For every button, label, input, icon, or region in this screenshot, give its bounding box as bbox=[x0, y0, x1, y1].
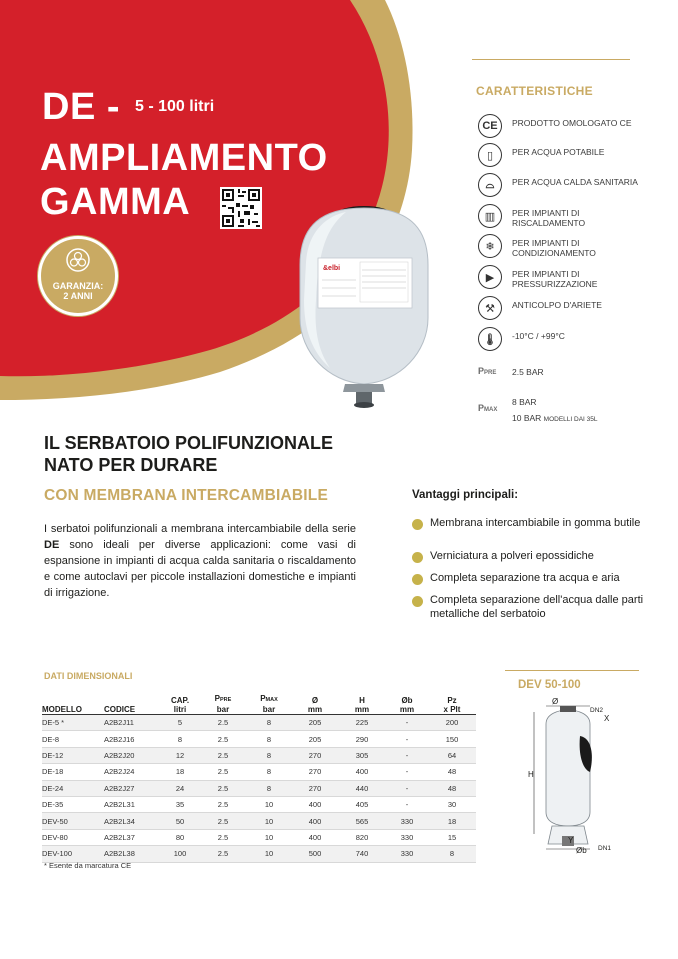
header-pmax bbox=[246, 686, 292, 715]
table-cell: 270 bbox=[292, 764, 338, 780]
diagram-label-diameter: Ø bbox=[552, 697, 559, 706]
table-cell: 150 bbox=[428, 731, 476, 747]
warranty-text bbox=[41, 281, 115, 301]
header-pmax-p: P bbox=[260, 694, 266, 703]
table-row bbox=[42, 796, 476, 812]
intro-text-a: I serbatoi polifunzionali a membrana intercambiabile della serie bbox=[44, 523, 356, 535]
table-cell: A2B2J11 bbox=[104, 715, 160, 731]
header-model-l2: MODELLO bbox=[42, 705, 82, 714]
table-cell: A2B2J24 bbox=[104, 764, 160, 780]
table-cell: DEV-80 bbox=[42, 829, 104, 845]
header-height-l1: H bbox=[359, 696, 365, 705]
header-pallet bbox=[428, 686, 476, 715]
header-ppre-p: P bbox=[214, 694, 221, 703]
table-cell: 48 bbox=[428, 780, 476, 796]
table-cell: 330 bbox=[386, 846, 428, 862]
header-base-l1: Øb bbox=[401, 696, 413, 705]
header-diameter-l2: mm bbox=[307, 705, 323, 714]
table-cell: 565 bbox=[338, 813, 386, 829]
qr-code-icon bbox=[220, 187, 262, 229]
table-cell: 2.5 bbox=[200, 813, 246, 829]
table-cell: - bbox=[386, 731, 428, 747]
header-diameter bbox=[292, 686, 338, 715]
header-base-l2: mm bbox=[399, 705, 415, 714]
warranty-badge bbox=[38, 236, 118, 316]
header-ppre bbox=[200, 686, 246, 715]
table-cell: 2.5 bbox=[200, 780, 246, 796]
table-cell: 10 bbox=[246, 846, 292, 862]
table-cell: 2.5 bbox=[200, 846, 246, 862]
header-pmax-l2: bar bbox=[262, 705, 276, 714]
header-code bbox=[104, 686, 160, 715]
diagram-label-h: H bbox=[528, 770, 534, 779]
feature-text: PER IMPIANTI DI RISCALDAMENTO bbox=[512, 208, 586, 228]
header-pmax-sub: MAX bbox=[265, 697, 278, 703]
table-cell: 270 bbox=[292, 747, 338, 763]
hero-range: 5 - 100 litri bbox=[135, 98, 215, 115]
warranty-line1: GARANZIA: bbox=[52, 281, 104, 291]
table-row bbox=[42, 747, 476, 763]
svg-text:&elbi: &elbi bbox=[323, 265, 341, 272]
ppre-label bbox=[478, 366, 496, 376]
table-cell: 400 bbox=[292, 813, 338, 829]
advantage-text: Completa separazione tra acqua e aria bbox=[430, 572, 620, 584]
table-cell: 8 bbox=[246, 780, 292, 796]
header-pmax-l1 bbox=[246, 694, 292, 705]
diagram-label-base: Øb bbox=[576, 846, 587, 855]
pmax-value2: 10 BAR bbox=[512, 413, 542, 423]
table-cell: 10 bbox=[246, 813, 292, 829]
table-row bbox=[42, 731, 476, 747]
table-cell: - bbox=[386, 747, 428, 763]
table-cell: DE-18 bbox=[42, 764, 104, 780]
hero-title bbox=[40, 136, 328, 224]
pmax-label-sub: MAX bbox=[484, 407, 498, 413]
section-subheading: CON MEMBRANA INTERCAMBIABILE bbox=[44, 487, 329, 504]
snowflake-icon: ❄ bbox=[478, 234, 502, 258]
advantage-text: Verniciatura a polveri epossidiche bbox=[430, 550, 594, 562]
header-capacity bbox=[160, 686, 200, 715]
hero-title-line3: GAMMA bbox=[40, 181, 191, 223]
header-pallet-l2: x Plt bbox=[443, 705, 461, 714]
table-cell: - bbox=[386, 764, 428, 780]
table-cell: 8 bbox=[246, 747, 292, 763]
feature-text: PER IMPIANTI DI CONDIZIONAMENTO bbox=[512, 238, 596, 258]
table-cell: 30 bbox=[428, 796, 476, 812]
advantages-title: Vantaggi principali: bbox=[412, 489, 519, 501]
table-cell: 225 bbox=[338, 715, 386, 731]
table-cell: DE-12 bbox=[42, 747, 104, 763]
radiator-icon: ▥ bbox=[478, 204, 502, 228]
table-cell: A2B2J20 bbox=[104, 747, 160, 763]
table-cell: 64 bbox=[428, 747, 476, 763]
table-row bbox=[42, 813, 476, 829]
header-base bbox=[386, 686, 428, 715]
pmax-value: 8 BAR bbox=[512, 397, 537, 407]
shower-icon: ⌓ bbox=[478, 173, 502, 197]
table-cell: 10 bbox=[246, 796, 292, 812]
header-ppre-l2: bar bbox=[216, 705, 230, 714]
pump-icon: ▶ bbox=[478, 265, 502, 289]
table-cell: 400 bbox=[292, 829, 338, 845]
table-title: DATI DIMENSIONALI bbox=[44, 671, 133, 681]
table-cell: 50 bbox=[160, 813, 200, 829]
heading-line2: NATO PER DURARE bbox=[44, 455, 218, 475]
advantage-text: Completa separazione dell'acqua dalle parti metalliche del serbatoio bbox=[430, 594, 644, 620]
bullet-dot-icon bbox=[412, 596, 423, 607]
table-cell: 205 bbox=[292, 715, 338, 731]
table-header-row bbox=[42, 686, 476, 715]
bullet-dot-icon bbox=[412, 574, 423, 585]
hero-title-prefix: DE - bbox=[42, 86, 120, 128]
pmax-label-p: P bbox=[478, 403, 485, 413]
table-cell: 8 bbox=[246, 731, 292, 747]
table-cell: 2.5 bbox=[200, 796, 246, 812]
table-cell: 2.5 bbox=[200, 764, 246, 780]
table-cell: 500 bbox=[292, 846, 338, 862]
table-cell: 5 bbox=[160, 715, 200, 731]
pmax-value2-note: MODELLI DAI 35L bbox=[543, 416, 598, 423]
table-cell: - bbox=[386, 715, 428, 731]
header-capacity-l1: CAP. bbox=[170, 696, 190, 705]
table-cell: 2.5 bbox=[200, 747, 246, 763]
table-footnote: * Esente da marcatura CE bbox=[44, 861, 132, 870]
table-row bbox=[42, 780, 476, 796]
table-cell: - bbox=[386, 780, 428, 796]
feature-text: ANTICOLPO D'ARIETE bbox=[512, 300, 602, 310]
table-cell: DE-8 bbox=[42, 731, 104, 747]
table-cell: DEV-50 bbox=[42, 813, 104, 829]
table-cell: 15 bbox=[428, 829, 476, 845]
header-code-l2: CODICE bbox=[104, 705, 136, 714]
table-cell: 10 bbox=[246, 829, 292, 845]
table-cell: A2B2J27 bbox=[104, 780, 160, 796]
table-cell: 18 bbox=[160, 764, 200, 780]
header-capacity-l2: litri bbox=[173, 705, 187, 714]
table-cell: 2.5 bbox=[200, 715, 246, 731]
table-cell: 48 bbox=[428, 764, 476, 780]
thermometer-icon: 🌡 bbox=[478, 327, 502, 351]
table-cell: 24 bbox=[160, 780, 200, 796]
bullet-dot-icon bbox=[412, 552, 423, 563]
heading-line1: IL SERBATOIO POLIFUNZIONALE bbox=[44, 433, 334, 453]
table-cell: A2B2J16 bbox=[104, 731, 160, 747]
table-cell: 205 bbox=[292, 731, 338, 747]
dimensions-table bbox=[42, 686, 476, 863]
ce-mark-icon: CE bbox=[478, 114, 502, 138]
header-ppre-l1 bbox=[200, 694, 246, 705]
table-cell: DE-5 * bbox=[42, 715, 104, 731]
tank-illustration bbox=[300, 206, 428, 408]
diagram-label-dn1: DN1 bbox=[598, 845, 612, 852]
warranty-line2: 2 ANNI bbox=[63, 291, 93, 301]
table-cell: A2B2L38 bbox=[104, 846, 160, 862]
header-height-l2: mm bbox=[354, 705, 370, 714]
feature-text: PER ACQUA CALDA SANITARIA bbox=[512, 177, 638, 187]
pmax-label bbox=[478, 403, 497, 413]
table-cell: 8 bbox=[246, 764, 292, 780]
header-model bbox=[42, 686, 104, 715]
warranty-icon bbox=[65, 247, 91, 273]
hero-title-line2: AMPLIAMENTO bbox=[40, 137, 328, 179]
diagram-divider bbox=[505, 670, 639, 671]
table-cell: DE-24 bbox=[42, 780, 104, 796]
table-cell: DEV-100 bbox=[42, 846, 104, 862]
diagram-label-dn2: DN2 bbox=[590, 707, 604, 714]
table-cell: 740 bbox=[338, 846, 386, 862]
table-cell: DE-35 bbox=[42, 796, 104, 812]
table-cell: A2B2L34 bbox=[104, 813, 160, 829]
table-row bbox=[42, 764, 476, 780]
advantage-text: Membrana intercambiabile in gomma butile bbox=[430, 517, 641, 529]
diagram-label-y: Y bbox=[568, 836, 574, 845]
table-cell: 80 bbox=[160, 829, 200, 845]
table-row bbox=[42, 846, 476, 862]
table-cell: 35 bbox=[160, 796, 200, 812]
feature-text: PER ACQUA POTABILE bbox=[512, 147, 605, 157]
table-cell: 270 bbox=[292, 780, 338, 796]
qr-code[interactable] bbox=[220, 187, 262, 229]
table-cell: 8 bbox=[160, 731, 200, 747]
diagram-label-x: X bbox=[604, 714, 610, 723]
table-cell: 2.5 bbox=[200, 731, 246, 747]
ppre-label-sub: PRE bbox=[484, 370, 497, 376]
table-cell: 100 bbox=[160, 846, 200, 862]
features-title: CARATTERISTICHE bbox=[476, 84, 593, 98]
header-pallet-l1: Pz bbox=[447, 696, 457, 705]
table-row bbox=[42, 715, 476, 731]
table-cell: 820 bbox=[338, 829, 386, 845]
table-cell: 405 bbox=[338, 796, 386, 812]
diagram-title: DEV 50-100 bbox=[518, 679, 581, 691]
table-cell: 12 bbox=[160, 747, 200, 763]
table-cell: 8 bbox=[428, 846, 476, 862]
table-row bbox=[42, 829, 476, 845]
header-height bbox=[338, 686, 386, 715]
table-cell: 18 bbox=[428, 813, 476, 829]
feature-text: -10°C / +99°C bbox=[512, 331, 565, 341]
table-cell: 2.5 bbox=[200, 829, 246, 845]
table-cell: 305 bbox=[338, 747, 386, 763]
feature-text: PRODOTTO OMOLOGATO CE bbox=[512, 118, 632, 128]
intro-paragraph bbox=[44, 521, 356, 601]
intro-text-b: sono ideali per diverse applicazioni: come vasi di espansione in impianti di acqua calda sanitaria o riscaldamento e come autoclavi per piccole installazioni domestiche e impianti di irrigazione. bbox=[44, 539, 356, 599]
water-hammer-icon: ⚒ bbox=[478, 296, 502, 320]
header-ppre-sub: PRE bbox=[220, 697, 232, 703]
features-divider bbox=[472, 59, 630, 60]
header-diameter-l1: Ø bbox=[311, 696, 319, 705]
table-cell: A2B2L31 bbox=[104, 796, 160, 812]
bullet-dot-icon bbox=[412, 519, 423, 530]
table-cell: 290 bbox=[338, 731, 386, 747]
table-cell: - bbox=[386, 796, 428, 812]
ppre-value: 2.5 BAR bbox=[512, 367, 544, 377]
table-cell: 8 bbox=[246, 715, 292, 731]
table-cell: 330 bbox=[386, 813, 428, 829]
table-cell: 440 bbox=[338, 780, 386, 796]
table-cell: 330 bbox=[386, 829, 428, 845]
intro-text-bold: DE bbox=[44, 539, 60, 551]
ppre-label-p: P bbox=[478, 366, 485, 376]
table-cell: 200 bbox=[428, 715, 476, 731]
table-cell: 400 bbox=[338, 764, 386, 780]
pmax-value-large bbox=[512, 413, 598, 423]
section-heading bbox=[44, 432, 333, 476]
feature-text: PER IMPIANTI DI PRESSURIZZAZIONE bbox=[512, 269, 598, 289]
table-cell: 400 bbox=[292, 796, 338, 812]
table-cell: A2B2L37 bbox=[104, 829, 160, 845]
drinking-water-icon: ▯ bbox=[478, 143, 502, 167]
